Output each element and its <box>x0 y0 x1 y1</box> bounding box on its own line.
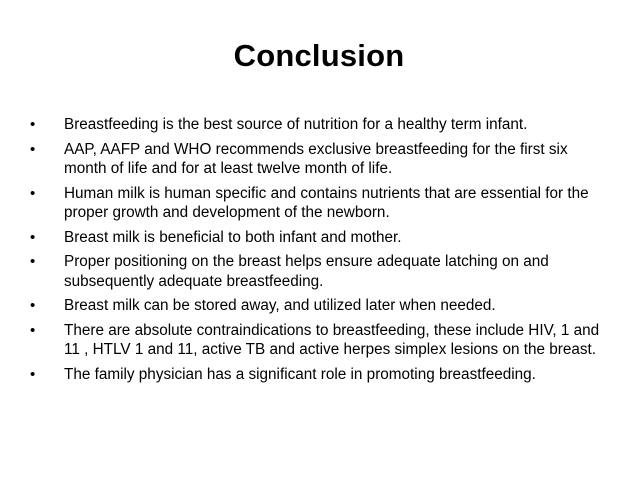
bullet-marker: • <box>30 184 36 202</box>
bullet-item-4 <box>30 228 610 248</box>
bullet-marker: • <box>30 253 36 270</box>
bullet-text: There are absolute contraindications to breastfeeding, these include HIV, 1 and 11 , HTLV 1 and 11, active TB and active herpes simplex lesions on the breast. <box>64 321 600 358</box>
bullet-marker: • <box>30 228 36 246</box>
bullet-text: AAP, AAFP and WHO recommends exclusive breastfeeding for the first six month of life and for at least twelve month of life. <box>64 140 568 177</box>
bullet-text: Proper positioning on the breast helps ensure adequate latching on and subsequently adequate breastfeeding. <box>64 253 549 290</box>
bullet-item-6 <box>30 296 610 316</box>
bullet-text: Human milk is human specific and contains nutrients that are essential for the proper growth and development of the newborn. <box>64 184 589 221</box>
bullet-text: Breast milk is beneficial to both infant and mother. <box>64 228 402 246</box>
bullet-list <box>30 115 610 389</box>
bullet-text: Breastfeeding is the best source of nutrition for a healthy term infant. <box>64 116 528 133</box>
bullet-marker: • <box>30 116 36 133</box>
slide-title: Conclusion <box>233 38 405 73</box>
bullet-item-7 <box>30 321 610 360</box>
bullet-item-3 <box>30 184 610 223</box>
bullet-item-5 <box>30 252 610 291</box>
bullet-marker: • <box>30 365 36 383</box>
bullet-item-2 <box>30 140 610 179</box>
bullet-text: Breast milk can be stored away, and utilized later when needed. <box>64 297 496 314</box>
bullet-text: The family physician has a significant role in promoting breastfeeding. <box>64 365 536 383</box>
bullet-item-8 <box>30 365 610 385</box>
bullet-marker: • <box>30 297 36 314</box>
bullet-marker: • <box>30 321 36 339</box>
bullet-item-1 <box>30 115 610 135</box>
bullet-marker: • <box>30 140 36 158</box>
